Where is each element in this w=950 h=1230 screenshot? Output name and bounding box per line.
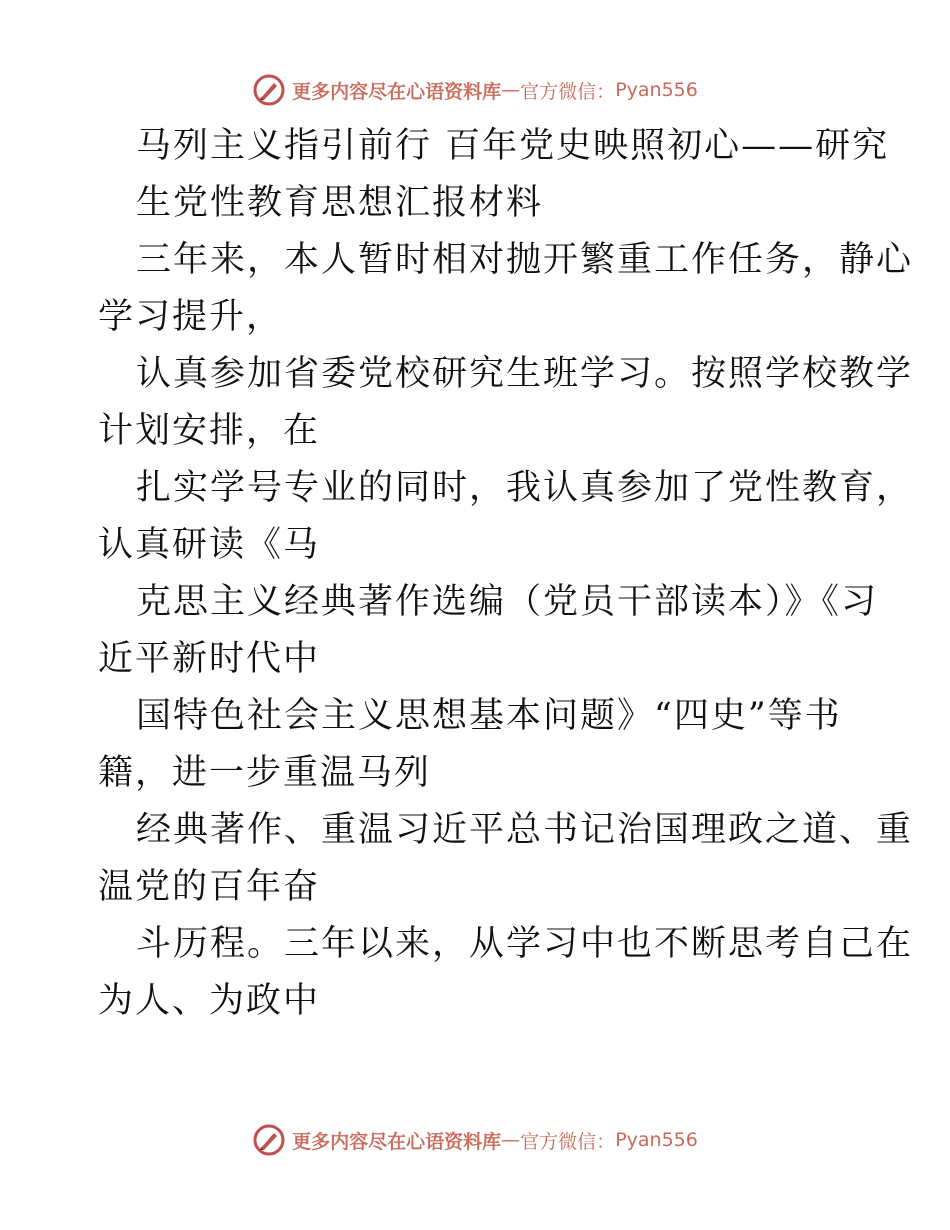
header-watermark bbox=[0, 70, 950, 110]
text-line: 为人、为政中 bbox=[98, 981, 321, 1021]
text-line: 认真研读《马 bbox=[98, 525, 321, 565]
text-line: 近平新时代中 bbox=[98, 639, 321, 679]
text-line: 克思主义经典著作选编（党员干部读本）》《习 bbox=[136, 582, 879, 622]
text-line: 温党的百年奋 bbox=[98, 867, 321, 907]
text-line: 三年来，本人暂时相对抛开繁重工作任务，静心 bbox=[136, 240, 914, 280]
watermark-id: Pyan556 bbox=[615, 1129, 698, 1151]
watermark-id: Pyan556 bbox=[615, 79, 698, 101]
text-line: 马列主义指引前行 百年党史映照初心——研究 bbox=[136, 126, 890, 166]
text-line: 计划安排，在 bbox=[98, 411, 321, 451]
text-line: 学习提升， bbox=[98, 297, 284, 337]
document-body bbox=[98, 118, 914, 1030]
text-line: 生党性教育思想汇报材料 bbox=[136, 183, 544, 223]
text-line: 籍，进一步重温马列 bbox=[98, 753, 432, 793]
text-line: 斗历程。三年以来，从学习中也不断思考自己在 bbox=[136, 924, 914, 964]
watermark-label: 官方微信： bbox=[520, 80, 616, 103]
watermark-dash: — bbox=[501, 1129, 521, 1151]
pen-logo-icon bbox=[252, 1123, 286, 1157]
text-line: 认真参加省委党校研究生班学习。按照学校教学 bbox=[136, 354, 914, 394]
text-line: 国特色社会主义思想基本问题》“四史”等书 bbox=[136, 696, 842, 736]
text-line: 扎实学号专业的同时，我认真参加了党性教育， bbox=[136, 468, 914, 508]
text-line: 经典著作、重温习近平总书记治国理政之道、重 bbox=[136, 810, 914, 850]
pen-logo-icon bbox=[252, 73, 286, 107]
watermark-dash: — bbox=[501, 79, 521, 101]
footer-watermark bbox=[0, 1120, 950, 1160]
watermark-brand: 更多内容尽在心语资料库 bbox=[292, 80, 502, 103]
watermark-label: 官方微信： bbox=[520, 1130, 616, 1153]
watermark-brand: 更多内容尽在心语资料库 bbox=[292, 1130, 502, 1153]
